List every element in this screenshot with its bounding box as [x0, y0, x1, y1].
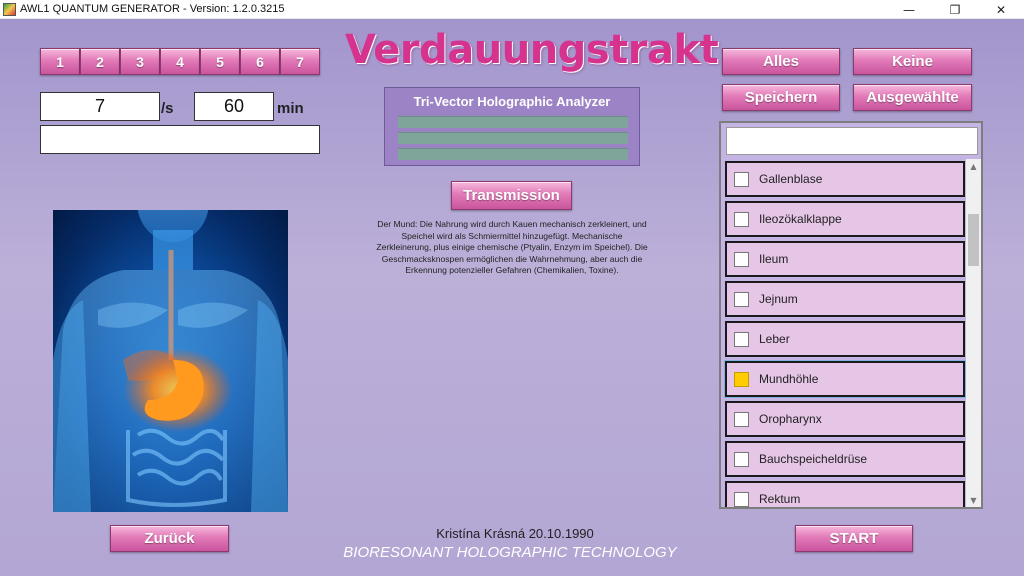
save-button[interactable]: Speichern — [722, 84, 840, 111]
window-titlebar — [0, 0, 1024, 19]
list-item-jejnum[interactable] — [725, 281, 965, 317]
list-item-gallenblase[interactable] — [725, 161, 965, 197]
checkbox[interactable] — [734, 212, 749, 227]
list-item-label: Rektum — [759, 492, 801, 506]
preset-button-3[interactable]: 3 — [120, 48, 160, 75]
list-item-oropharynx[interactable] — [725, 401, 965, 437]
transmission-button[interactable]: Transmission — [451, 181, 572, 210]
list-item-label: Gallenblase — [759, 172, 823, 186]
scroll-thumb[interactable] — [968, 214, 979, 266]
preset-button-1[interactable]: 1 — [40, 48, 80, 75]
preset-button-7[interactable]: 7 — [280, 48, 320, 75]
select-all-button[interactable]: Alles — [722, 48, 840, 75]
checkbox-checked[interactable] — [734, 372, 749, 387]
digestive-tract-image — [53, 210, 288, 512]
minimize-button[interactable]: — — [903, 2, 915, 17]
analyzer-bar-2 — [398, 132, 628, 144]
checkbox[interactable] — [734, 452, 749, 467]
rate-unit-label: /s — [161, 100, 174, 117]
anatomy-illustration — [53, 210, 288, 512]
list-item-label: Oropharynx — [759, 412, 822, 426]
checkbox[interactable] — [734, 172, 749, 187]
analyzer-panel — [384, 87, 640, 166]
scroll-down-icon[interactable]: ▼ — [970, 495, 977, 505]
list-item-label: Leber — [759, 332, 790, 346]
window-controls — [886, 0, 1024, 19]
organ-list-panel — [719, 121, 983, 509]
main-panel — [0, 19, 1024, 576]
checkbox[interactable] — [734, 332, 749, 347]
close-button[interactable]: ✕ — [995, 2, 1007, 17]
scroll-up-icon[interactable]: ▲ — [970, 161, 977, 171]
list-item-label: Jejnum — [759, 292, 798, 306]
list-item-label: Ileozökalklappe — [759, 212, 842, 226]
organ-description: Der Mund: Die Nahrung wird durch Kauen mechanisch zerkleinert, und Speichel wird als Schmiermittel hinzugefügt. Mechanische Zerkleinerung, plus einige chemische (Ptyalin, Enzym im Speichel). Die Geschmacksknospen ermöglichen die Wahrnehmung, aber auch die Erkennung potenzieller Gefahren (Chemikalien, Toxine). — [376, 219, 648, 276]
selected-button[interactable]: Ausgewählte — [853, 84, 972, 111]
checkbox[interactable] — [734, 292, 749, 307]
list-item-bauchspeicheldruese[interactable] — [725, 441, 965, 477]
list-item-rektum[interactable] — [725, 481, 965, 507]
analyzer-bar-1 — [398, 116, 628, 128]
rate-input[interactable]: 7 — [40, 92, 160, 121]
list-item-ileozoekalklappe[interactable] — [725, 201, 965, 237]
app-icon — [3, 3, 16, 16]
list-search-input[interactable] — [726, 127, 978, 155]
window-title: AWL1 QUANTUM GENERATOR - Version: 1.2.0.3215 — [20, 3, 285, 15]
minutes-input[interactable]: 60 — [194, 92, 274, 121]
list-item-label: Mundhöhle — [759, 372, 819, 386]
page-title: Verdauungstrakt — [345, 27, 719, 73]
minutes-unit-label: min — [277, 100, 304, 117]
preset-button-4[interactable]: 4 — [160, 48, 200, 75]
list-item-label: Bauchspeicheldrüse — [759, 452, 868, 466]
tagline: BIORESONANT HOLOGRAPHIC TECHNOLOGY — [343, 544, 677, 561]
list-scrollbar[interactable] — [966, 159, 981, 507]
analyzer-bar-3 — [398, 148, 628, 160]
list-item-label: Ileum — [759, 252, 789, 266]
checkbox[interactable] — [734, 412, 749, 427]
list-item-mundhoehle[interactable] — [725, 361, 965, 397]
start-button[interactable]: START — [795, 525, 913, 552]
preset-button-6[interactable]: 6 — [240, 48, 280, 75]
analyzer-title: Tri-Vector Holographic Analyzer — [413, 94, 611, 109]
list-item-ileum[interactable] — [725, 241, 965, 277]
list-item-leber[interactable] — [725, 321, 965, 357]
text-input[interactable] — [40, 125, 320, 154]
checkbox[interactable] — [734, 252, 749, 267]
preset-button-5[interactable]: 5 — [200, 48, 240, 75]
organ-list — [723, 159, 967, 507]
client-name: Kristína Krásná 20.10.1990 — [436, 526, 594, 541]
preset-button-2[interactable]: 2 — [80, 48, 120, 75]
back-button[interactable]: Zurück — [110, 525, 229, 552]
maximize-button[interactable]: ❐ — [949, 2, 961, 17]
select-none-button[interactable]: Keine — [853, 48, 972, 75]
checkbox[interactable] — [734, 492, 749, 507]
